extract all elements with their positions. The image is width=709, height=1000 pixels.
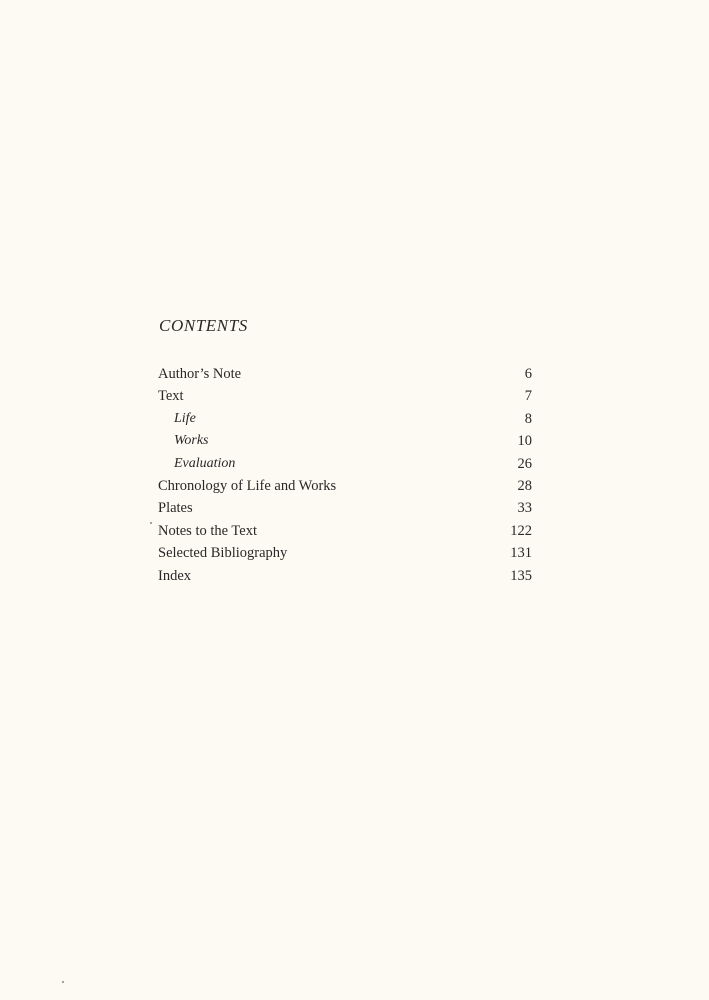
toc-entry-page-number: 122 (510, 522, 532, 539)
toc-entry-works (158, 430, 532, 452)
toc-entry-title: Selected Bibliography (158, 545, 288, 562)
toc-entry-page-number: 33 (517, 500, 532, 517)
toc-entry-title: Plates (158, 500, 193, 517)
toc-entry-page-number: 131 (510, 545, 532, 562)
table-of-contents (158, 363, 532, 587)
toc-entry-page-number: 8 (524, 410, 532, 427)
toc-entry-title: Index (158, 567, 192, 584)
paper-speck (62, 981, 64, 983)
toc-entry-bibliography (158, 542, 532, 564)
toc-entry-notes (158, 520, 532, 542)
toc-entry-page-number: 6 (524, 366, 532, 382)
toc-entry-page-number: 7 (524, 388, 532, 405)
contents-heading: CONTENTS (159, 316, 248, 335)
toc-entry-title: Text (158, 388, 184, 405)
toc-entry-text (158, 385, 532, 407)
toc-subentry-title: Works (174, 433, 209, 449)
toc-entry-plates (158, 497, 532, 519)
toc-entry-title: Author’s Note (158, 366, 242, 382)
toc-entry-page-number: 28 (517, 477, 532, 494)
toc-entry-chronology (158, 475, 532, 497)
toc-entry-page-number: 10 (517, 433, 532, 450)
toc-entry-life (158, 408, 532, 430)
toc-subentry-title: Life (174, 410, 196, 426)
toc-entry-evaluation (158, 453, 532, 475)
toc-entry-index (158, 565, 532, 587)
paper-speck (150, 522, 152, 524)
toc-entry-authors-note (158, 363, 532, 385)
toc-entry-page-number: 135 (510, 567, 532, 584)
toc-entry-title: Notes to the Text (158, 522, 257, 539)
toc-entry-page-number: 26 (517, 455, 532, 472)
toc-subentry-title: Evaluation (174, 455, 236, 471)
toc-entry-title: Chronology of Life and Works (158, 477, 337, 494)
